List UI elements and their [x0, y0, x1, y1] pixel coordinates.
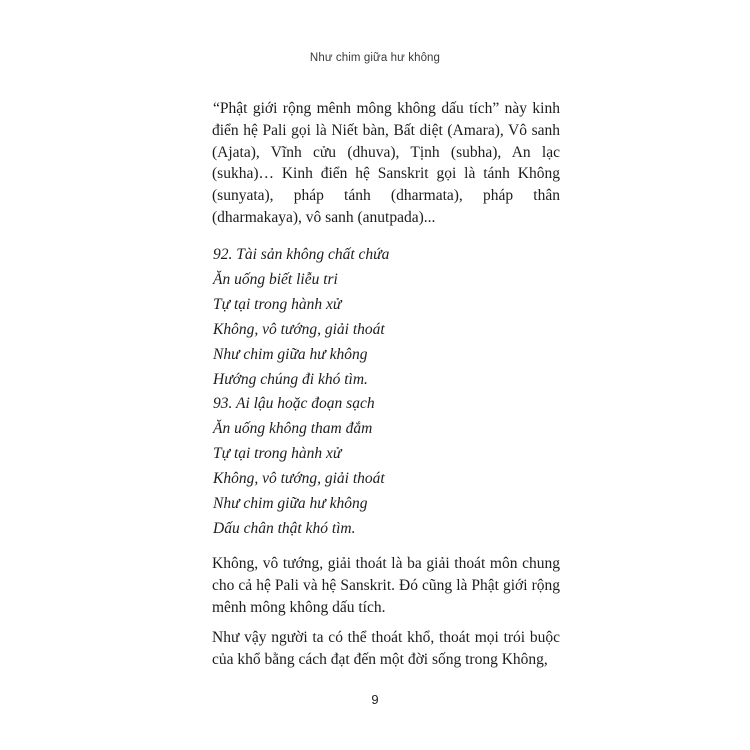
- verse-line: Tự tại trong hành xử: [213, 445, 342, 463]
- verse-line: Như chim giữa hư không: [213, 495, 368, 513]
- page-number: 9: [371, 692, 379, 707]
- verse-line: 92. Tài sản không chất chứa: [213, 246, 390, 263]
- verse-line: 93. Ai lậu hoặc đoạn sạch: [213, 395, 375, 413]
- verse-line: Dấu chân thật khó tìm.: [213, 519, 356, 537]
- verse-line: Ăn uống biết liễu tri: [213, 270, 338, 288]
- paragraph-liberation: Như vậy người ta có thể thoát khổ, thoát mọi trói buộc của khổ bằng cách đạt đến một đời sống trong Không,: [212, 629, 560, 668]
- verse-line: Ăn uống không tham đắm: [213, 420, 373, 438]
- paragraph-three-gates: Không, vô tướng, giải thoát là ba giải thoát môn chung cho cả hệ Pali và hệ Sanskrit. Đó cũng là Phật giới rộng mênh mông không dấu tích.: [212, 555, 560, 616]
- verse-line: Hướng chúng đi khó tìm.: [213, 370, 368, 388]
- verse-line: Không, vô tướng, giải thoát: [213, 470, 385, 488]
- verse-block: [213, 243, 553, 542]
- verse-line: Không, vô tướng, giải thoát: [213, 320, 385, 338]
- running-head: Như chim giữa hư không: [309, 52, 441, 64]
- verse-line: Tự tại trong hành xử: [213, 295, 342, 313]
- verse-line: Như chim giữa hư không: [213, 345, 368, 363]
- paragraph-intro: “Phật giới rộng mênh mông không dấu tích” này kinh điển hệ Pali gọi là Niết bàn, Bất diệt (Amara), Vô sanh (Ajata), Vĩnh cửu (dhuva), Tịnh (subha), An lạc (sukha)… Kinh điển hệ Sanskrit gọi là tánh Không (sunyata), pháp tánh (dharmata), pháp thân (dharmakaya), vô sanh (anutpada)...: [212, 100, 560, 226]
